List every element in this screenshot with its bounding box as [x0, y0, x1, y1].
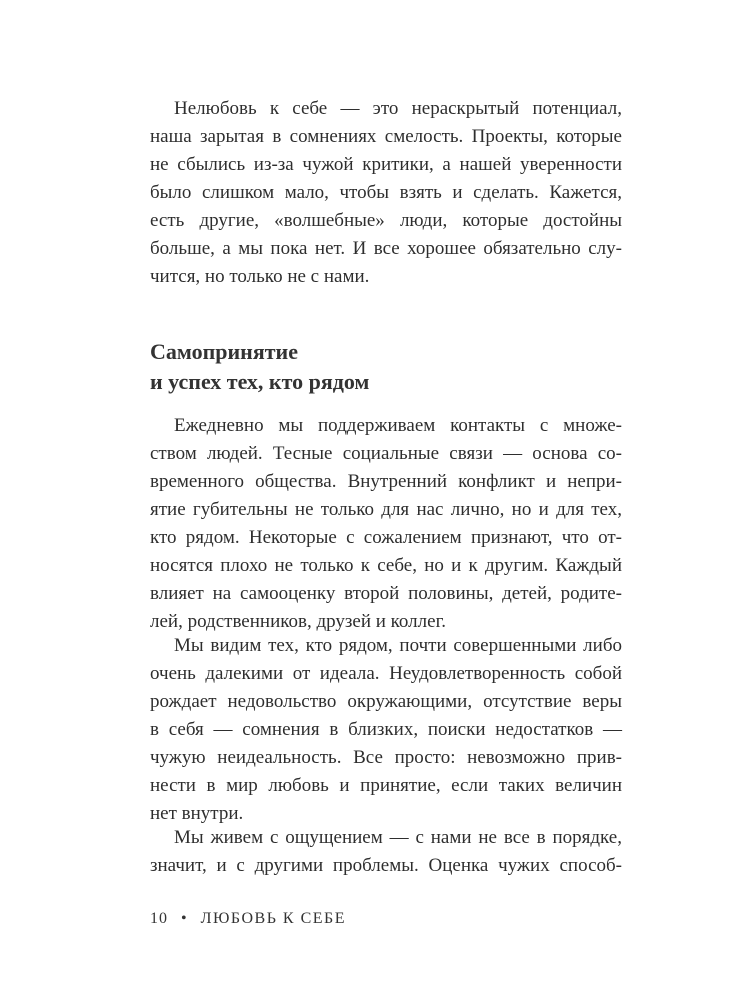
- book-title: ЛЮБОВЬ К СЕБЕ: [200, 910, 346, 927]
- text-line: наша зарытая в сомнениях смелость. Проекты, которые: [150, 126, 622, 147]
- text-line: чужую неидеальность. Все просто: невозможно прив-: [150, 747, 622, 768]
- text-line: Мы видим тех, кто рядом, почти совершенными либо: [174, 635, 622, 656]
- text-line: Ежедневно мы поддерживаем контакты с множе-: [174, 415, 622, 436]
- running-footer: [150, 908, 346, 930]
- text-line: было слишком мало, чтобы взять и сделать. Кажется,: [150, 182, 622, 203]
- text-line: нет внутри.: [150, 803, 244, 824]
- text-line: ством людей. Тесные социальные связи — основа со-: [150, 443, 622, 464]
- text-line: чится, но только не с нами.: [150, 266, 370, 287]
- footer-separator: •: [181, 910, 188, 927]
- text-line: кто рядом. Некоторые с сожалением признают, что от-: [150, 527, 622, 548]
- text-line: носятся плохо не только к себе, но и к другим. Каждый: [150, 555, 622, 576]
- text-line: значит, и с другими проблемы. Оценка чужих способ-: [150, 855, 622, 876]
- text-line: есть другие, «волшебные» люди, которые достойны: [150, 210, 622, 231]
- text-line: Нелюбовь к себе — это нераскрытый потенциал,: [174, 98, 622, 119]
- text-line: Мы живем с ощущением — с нами не все в порядке,: [174, 827, 622, 848]
- text-line: не сбылись из-за чужой критики, а нашей уверенности: [150, 154, 622, 175]
- text-line: очень далекими от идеала. Неудовлетворенность собой: [150, 663, 622, 684]
- text-line: больше, а мы пока нет. И все хорошее обязательно слу-: [150, 238, 622, 259]
- text-line: лей, родственников, друзей и коллег.: [150, 611, 446, 632]
- text-line: в себя — сомнения в близких, поиски недостатков —: [150, 719, 622, 740]
- text-line: ятие губительны не только для нас лично, но и для тех,: [150, 499, 622, 520]
- text-line: влияет на самооценку второй половины, детей, родите-: [150, 583, 622, 604]
- page-number: 10: [150, 910, 168, 927]
- text-line: рождает недовольство окружающими, отсутствие веры: [150, 691, 622, 712]
- heading-line: Самопринятие: [150, 339, 298, 364]
- heading-line: и успех тех, кто рядом: [150, 369, 370, 394]
- text-line: нести в мир любовь и принятие, если таких величин: [150, 775, 622, 796]
- text-line: временного общества. Внутренний конфликт и непри-: [150, 471, 622, 492]
